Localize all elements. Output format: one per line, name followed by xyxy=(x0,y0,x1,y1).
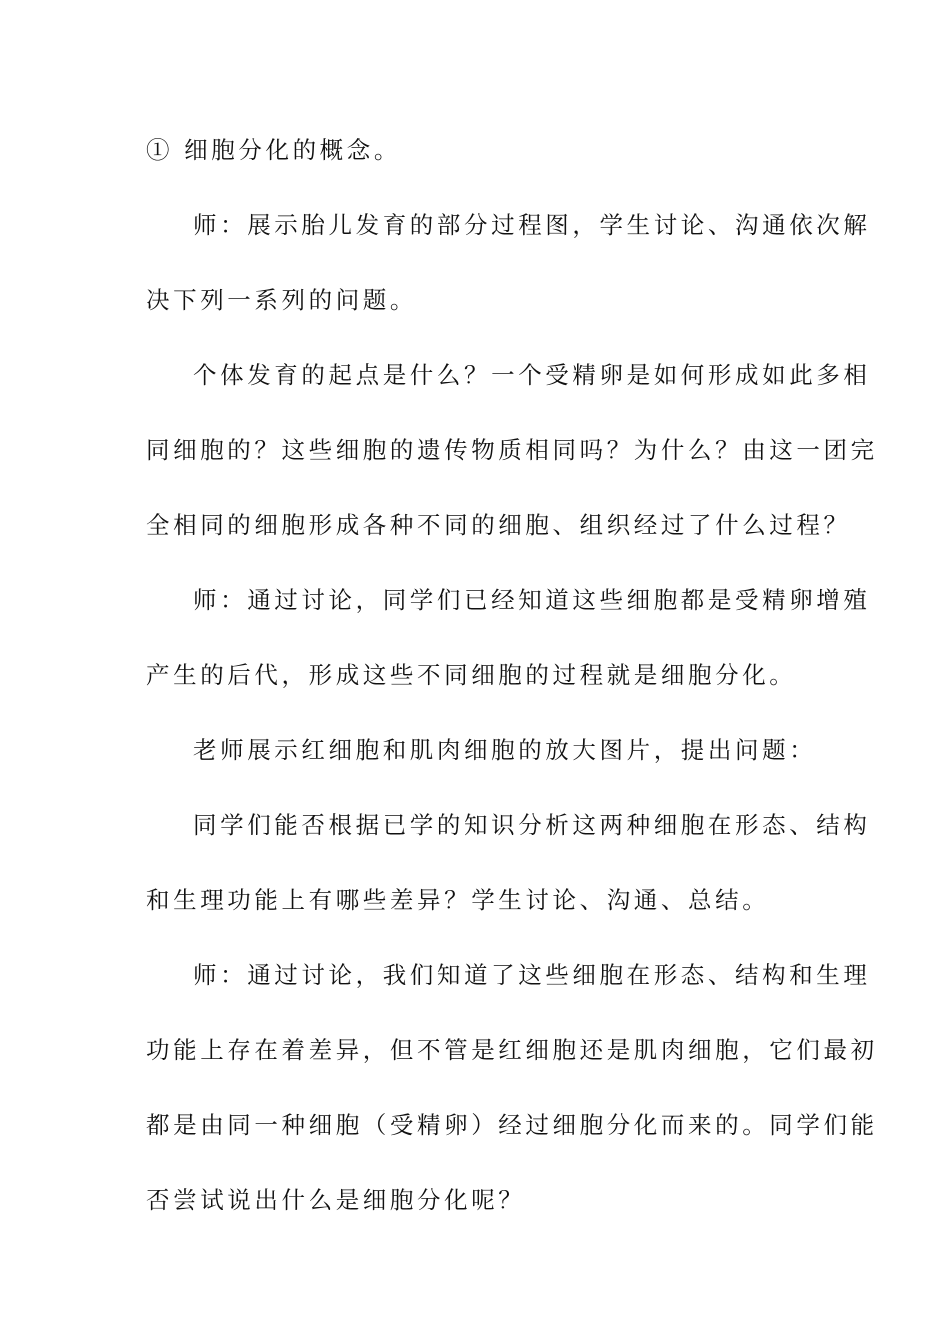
paragraph-line: 师：通过讨论，我们知道了这些细胞在形态、结构和生理 xyxy=(193,961,871,989)
section-heading: ① 细胞分化的概念。 xyxy=(146,136,401,164)
paragraph-line: 功能上存在着差异，但不管是红细胞还是肌肉细胞，它们最初 xyxy=(146,1036,878,1064)
paragraph-line: 决下列一系列的问题。 xyxy=(146,286,417,314)
paragraph-line: 产生的后代，形成这些不同细胞的过程就是细胞分化。 xyxy=(146,661,797,689)
paragraph-line: 全相同的细胞形成各种不同的细胞、组织经过了什么过程？ xyxy=(146,511,851,539)
paragraph-line: 老师展示红细胞和肌肉细胞的放大图片，提出问题： xyxy=(193,736,817,764)
paragraph-line: 都是由同一种细胞（受精卵）经过细胞分化而来的。同学们能 xyxy=(146,1111,878,1139)
paragraph-line: 和生理功能上有哪些差异？学生讨论、沟通、总结。 xyxy=(146,886,770,914)
paragraph-line: 否尝试说出什么是细胞分化呢？ xyxy=(146,1186,526,1214)
paragraph-line: 师：通过讨论，同学们已经知道这些细胞都是受精卵增殖 xyxy=(193,586,871,614)
paragraph-line: 同细胞的？这些细胞的遗传物质相同吗？为什么？由这一团完 xyxy=(146,436,878,464)
paragraph-line: 师：展示胎儿发育的部分过程图，学生讨论、沟通依次解 xyxy=(193,211,871,239)
paragraph-line: 同学们能否根据已学的知识分析这两种细胞在形态、结构 xyxy=(193,811,871,839)
paragraph-line: 个体发育的起点是什么？一个受精卵是如何形成如此多相 xyxy=(193,361,871,389)
